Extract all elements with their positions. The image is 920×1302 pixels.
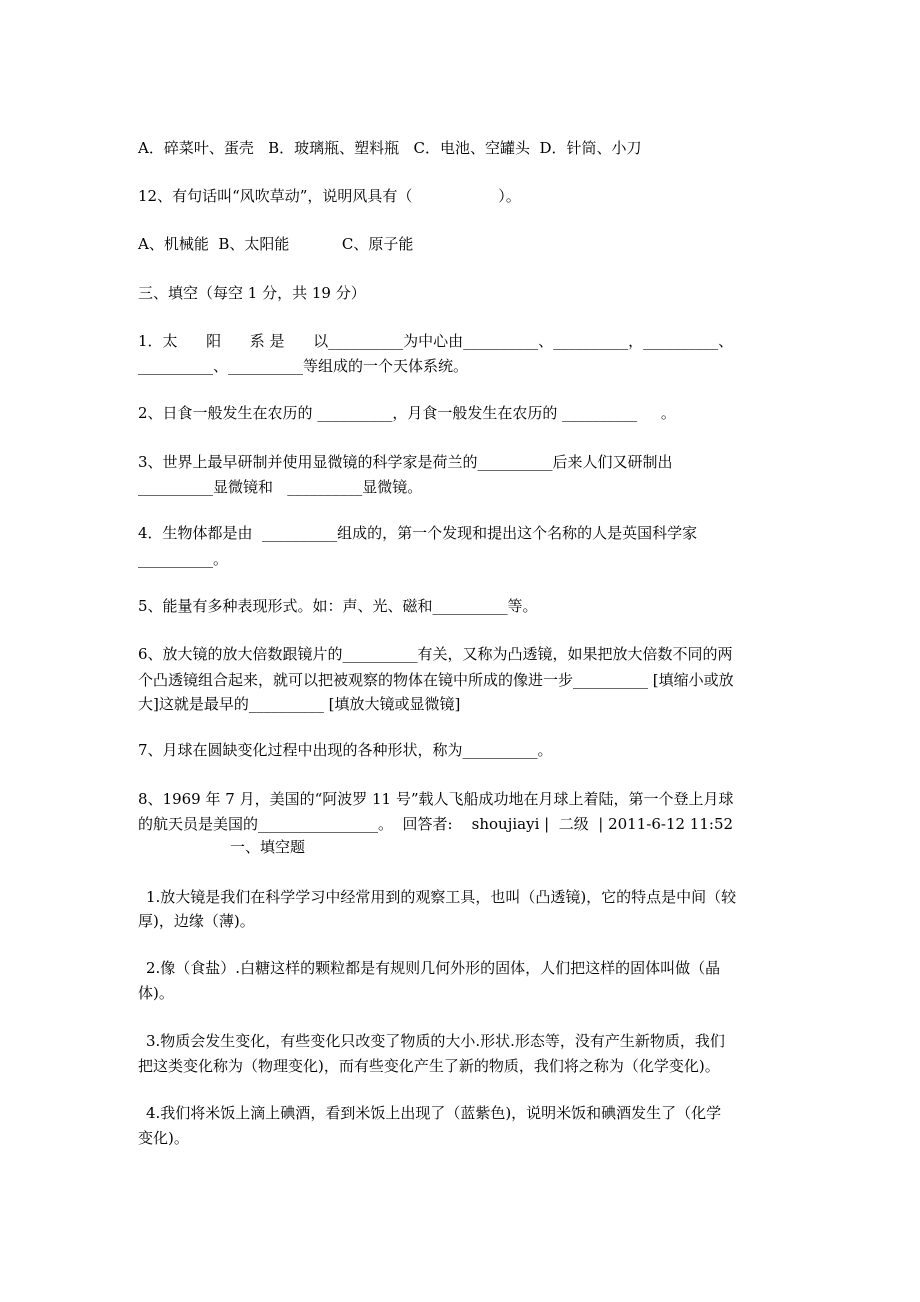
answer-4-line-1: 4.我们将米饭上滴上碘酒，看到米饭上出现了（蓝紫色)，说明米饭和碘酒发生了（化学 bbox=[146, 1104, 722, 1122]
fill-question-3-line-1: 3、世界上最早研制并使用显微镜的科学家是荷兰的__________后来人们又研制出 bbox=[138, 453, 673, 471]
fill-question-7: 7、月球在圆缺变化过程中出现的各种形状，称为__________。 bbox=[138, 741, 553, 759]
fill-question-5: 5、能量有多种表现形式。如：声、光、磁和__________等。 bbox=[138, 597, 538, 615]
fill-question-4-line-1: 4．生物体都是由 __________组成的，第一个发现和提出这个名称的人是英国科学家 bbox=[138, 524, 698, 542]
fill-question-2: 2、日食一般发生在农历的 __________，月食一般发生在农历的 __________ 。 bbox=[138, 404, 676, 422]
fill-question-8-line-2: 的航天员是美国的________________。 回答者: shoujiayi | 二级 | 2011-6-12 11:52 bbox=[138, 815, 734, 833]
answer-3-line-1: 3.物质会发生变化，有些变化只改变了物质的大小.形状.形态等，没有产生新物质，我们 bbox=[146, 1032, 725, 1050]
answer-3-line-2: 把这类变化称为（物理变化)，而有些变化产生了新的物质，我们将之称为（化学变化)。 bbox=[138, 1057, 720, 1075]
section-three-heading: 三、填空（每空 1 分，共 19 分） bbox=[138, 284, 366, 302]
fill-question-1-line-2: __________、__________等组成的一个天体系统。 bbox=[138, 357, 469, 375]
fill-question-6-line-1: 6、放大镜的放大倍数跟镜片的__________有关，又称为凸透镜，如果把放大倍数不同的两 bbox=[138, 645, 733, 663]
question-11-options: A．碎菜叶、蛋壳 B．玻璃瓶、塑料瓶 C．电池、空罐头 D．针筒、小刀 bbox=[138, 139, 642, 157]
fill-question-3-line-2: __________显微镜和 __________显微镜。 bbox=[138, 478, 423, 496]
answer-1-line-2: 厚)，边缘（薄)。 bbox=[138, 912, 255, 930]
answer-2-line-1: 2.像（食盐）.白糖这样的颗粒都是有规则几何外形的固体，人们把这样的固体叫做（晶 bbox=[146, 959, 721, 977]
question-12: 12、有句话叫“风吹草动”，说明风具有（ ）。 bbox=[138, 187, 521, 205]
fill-question-6-line-2: 个凸透镜组合起来，就可以把被观察的物体在镜中所成的像进一步__________ [填缩小或放 bbox=[138, 671, 734, 689]
fill-question-1-line-1: 1．太 阳 系 是 以__________为中心由__________、__________，__________、 bbox=[138, 332, 734, 350]
fill-question-6-line-3: 大]这就是最早的__________ [填放大镜或显微镜] bbox=[138, 695, 461, 713]
answer-1-line-1: 1.放大镜是我们在科学学习中经常用到的观察工具，也叫（凸透镜)，它的特点是中间（较 bbox=[146, 888, 737, 906]
question-12-options: A、机械能 B、太阳能 C、原子能 bbox=[138, 235, 414, 253]
answer-2-line-2: 体)。 bbox=[138, 984, 174, 1002]
answer-section-heading: 一、填空题 bbox=[230, 838, 306, 856]
answer-4-line-2: 变化)。 bbox=[138, 1129, 189, 1147]
fill-question-4-line-2: __________。 bbox=[138, 550, 229, 568]
fill-question-8-line-1: 8、1969 年 7 月，美国的“阿波罗 11 号”载人飞船成功地在月球上着陆，第一个登上月球 bbox=[138, 790, 734, 808]
